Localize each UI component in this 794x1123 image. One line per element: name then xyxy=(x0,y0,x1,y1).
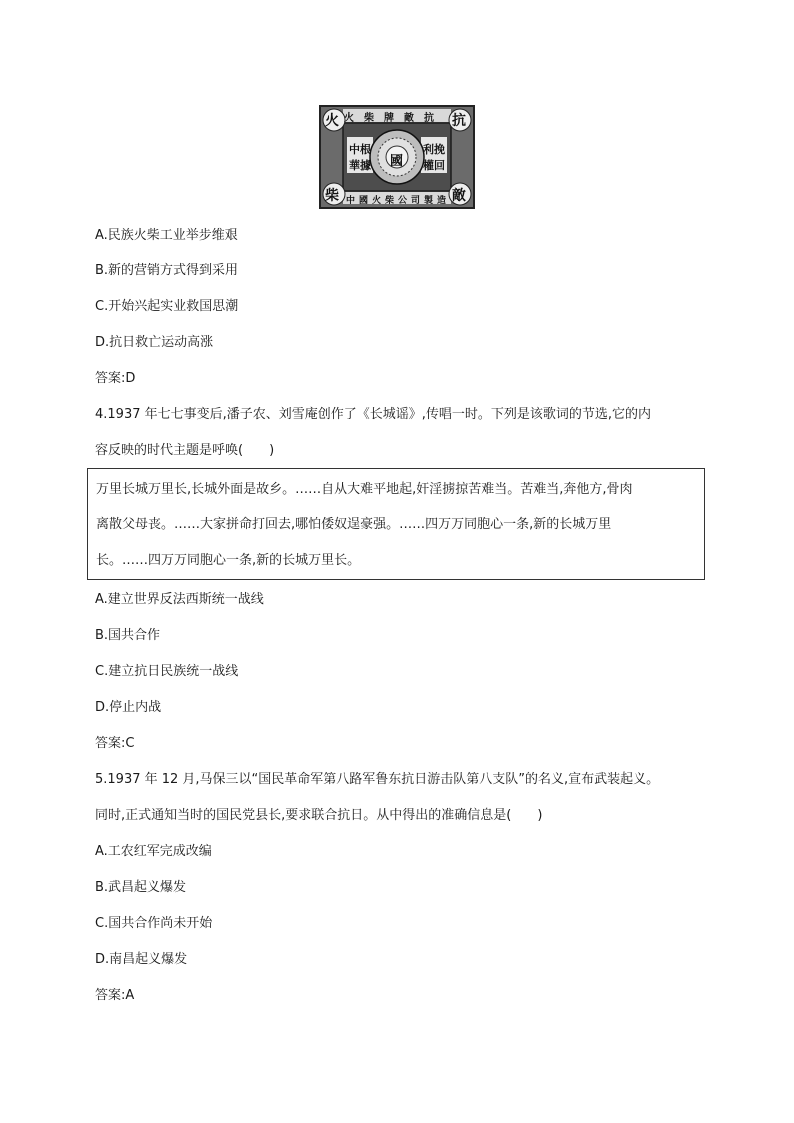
label-top-text: 火柴牌敵抗 xyxy=(344,113,444,124)
quote-line: 万里长城万里长,长城外面是故乡。……自从大难平地起,奸淫掳掠苦难当。苦难当,奔他方,骨肉 xyxy=(96,482,633,497)
label-corner-text: 敵 xyxy=(452,188,466,204)
label-corner-text: 柴 xyxy=(325,188,339,204)
label-bottom-text: 中國火柴公司製造 xyxy=(346,196,451,206)
option-c: C.开始兴起实业救国思潮 xyxy=(95,299,239,314)
label-side-text: 權回 xyxy=(423,159,445,172)
option-b: B.武昌起义爆发 xyxy=(95,880,187,895)
label-corner-text: 抗 xyxy=(452,113,466,129)
label-corner-text: 火 xyxy=(325,113,339,129)
label-center-text: 國 xyxy=(390,154,404,169)
matchbox-label-image xyxy=(319,105,475,209)
option-c: C.国共合作尚未开始 xyxy=(95,916,213,931)
label-side-text: 利挽 xyxy=(423,143,445,156)
option-c: C.建立抗日民族统一战线 xyxy=(95,664,239,679)
option-a: A.民族火柴工业举步维艰 xyxy=(95,228,238,243)
question-stem: 5.1937 年 12 月,马保三以“国民革命军第八路军鲁东抗日游击队第八支队”的名义,宣布武装起义。 xyxy=(95,772,660,787)
question-stem: 4.1937 年七七事变后,潘子农、刘雪庵创作了《长城谣》,传唱一时。下列是该歌词的节选,它的内 xyxy=(95,407,652,422)
option-b: B.新的营销方式得到采用 xyxy=(95,263,239,278)
lyrics-quote-box xyxy=(87,468,705,580)
label-side-text: 中根 xyxy=(349,143,371,156)
quote-line: 离散父母丧。……大家拼命打回去,哪怕倭奴逞豪强。……四万万同胞心一条,新的长城万里 xyxy=(96,517,612,532)
answer: 答案:C xyxy=(95,736,135,751)
option-a: A.建立世界反法西斯统一战线 xyxy=(95,592,264,607)
question-stem: 容反映的时代主题是呼唤( ) xyxy=(95,443,275,458)
quote-line: 长。……四万万同胞心一条,新的长城万里长。 xyxy=(96,553,361,568)
answer: 答案:D xyxy=(95,371,136,386)
option-d: D.抗日救亡运动高涨 xyxy=(95,335,214,350)
question-stem: 同时,正式通知当时的国民党县长,要求联合抗日。从中得出的准确信息是( ) xyxy=(95,808,543,823)
label-side-text: 華據 xyxy=(349,159,371,172)
option-b: B.国共合作 xyxy=(95,628,161,643)
option-d: D.停止内战 xyxy=(95,700,162,715)
answer: 答案:A xyxy=(95,988,135,1003)
option-d: D.南昌起义爆发 xyxy=(95,952,188,967)
option-a: A.工农红军完成改编 xyxy=(95,844,212,859)
